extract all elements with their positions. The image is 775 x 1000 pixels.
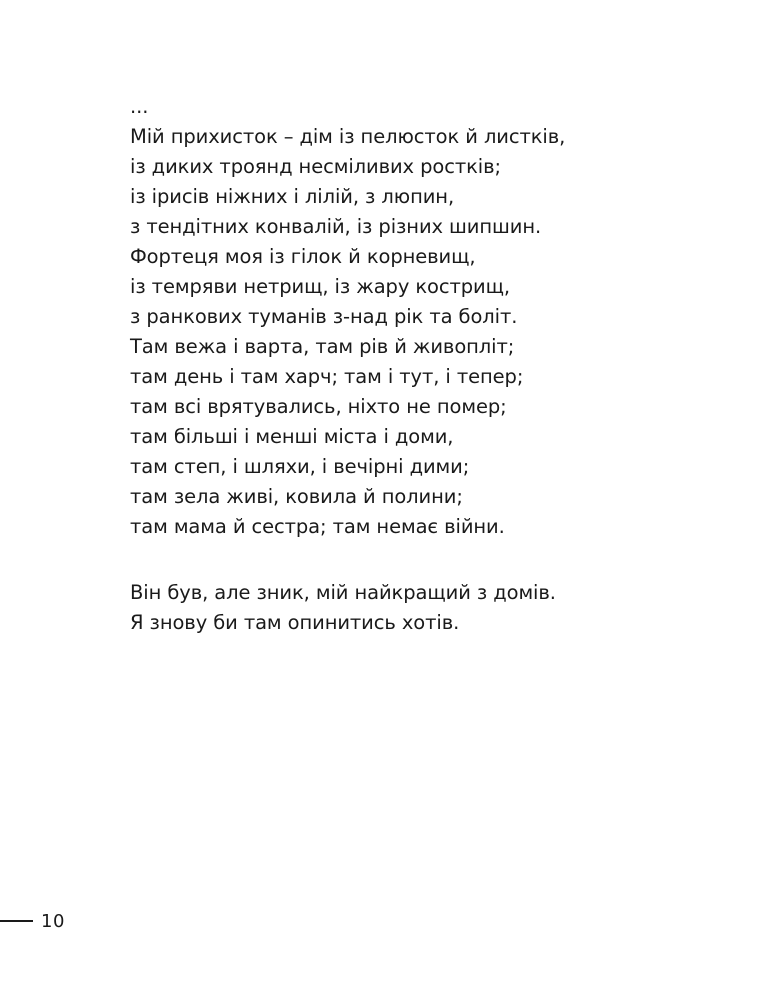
stanza-2 bbox=[130, 578, 750, 638]
poem-line: там всі врятувались, ніхто не помер; bbox=[130, 395, 507, 418]
poem-line: з ранкових туманів з-над рік та боліт. bbox=[130, 305, 518, 328]
poem-line: Там вежа і варта, там рів й живопліт; bbox=[130, 335, 515, 358]
poem-line: там більші і менші міста і доми, bbox=[130, 425, 454, 448]
poem-line: Він був, але зник, мій найкращий з домів. bbox=[130, 581, 556, 604]
poem-line: Фортеця моя із гілок й корневищ, bbox=[130, 245, 476, 268]
poem-line: там мама й сестра; там немає війни. bbox=[130, 515, 505, 538]
poem-line: із темряви нетрищ, із жару кострищ, bbox=[130, 275, 510, 298]
poem bbox=[130, 92, 750, 638]
footer-rule bbox=[0, 920, 33, 922]
page-footer bbox=[0, 906, 65, 936]
poem-line: Я знову би там опинитись хотів. bbox=[130, 611, 460, 634]
poem-line: із диких троянд несміливих ростків; bbox=[130, 155, 501, 178]
poem-line: з тендітних конвалій, із різних шипшин. bbox=[130, 215, 542, 238]
page-number: 10 bbox=[41, 910, 65, 932]
poem-line: Мій прихисток – дім із пелюсток й листків, bbox=[130, 125, 566, 148]
poem-line: там степ, і шляхи, і вечірні дими; bbox=[130, 455, 470, 478]
poem-line: із ірисів ніжних і лілій, з люпин, bbox=[130, 185, 455, 208]
poem-line: там зела живі, ковила й полини; bbox=[130, 485, 463, 508]
poem-line: ... bbox=[130, 95, 149, 118]
poem-line: там день і там харч; там і тут, і тепер; bbox=[130, 365, 524, 388]
stanza-1 bbox=[130, 92, 750, 542]
